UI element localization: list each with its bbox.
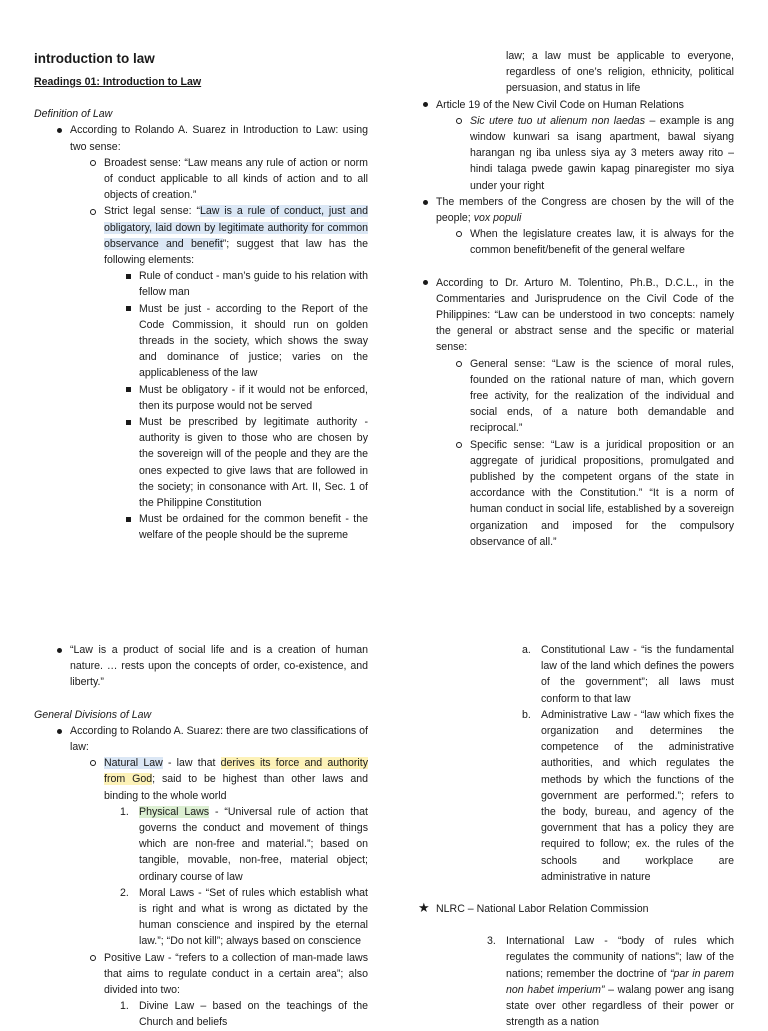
positive-law-text: Positive Law - “refers to a collection of man-made laws that aims to regulate conduct in a certain area”; also divided into two: [104, 951, 368, 997]
list-item [104, 950, 368, 999]
bullet [419, 97, 431, 113]
list-item [470, 356, 734, 437]
list-item [70, 122, 368, 154]
bullet [122, 382, 134, 398]
divine-law-text: Divine Law – based on the teachings of the Church and beliefs [139, 1000, 368, 1029]
element-text: Must be just - according to the Report of the Code Commission, it should run on golden threads in the society, which shows the sway and dominance of justice; varies on the applicableness of the law [139, 302, 368, 380]
element-text: Must be obligatory - if it would not be enforced, then its purpose would not be served [139, 383, 368, 412]
element-item [139, 268, 368, 300]
moral-laws-text: Moral Laws - “Set of rules which establish what is right and what is wrong as dictated by the human conscience and inspired by the eternal law.”; “Do not kill”; always based on conscience [139, 886, 368, 948]
article-19: Article 19 of the New Civil Code on Human Relations [436, 98, 684, 111]
highlight-authority-from-god: derives its force and authority from God [104, 757, 368, 786]
maxim-example: – example is ang window kunwari sa isang apartment, bawal siyang harangan ng iba unless siya ay 3 meters away rito – hindi talaga pwede gawin kapag pinaregister mo siya under your right [470, 114, 734, 192]
list-item [436, 275, 734, 356]
page2-right-column [402, 642, 734, 1030]
list-item [470, 113, 734, 194]
par-in-parem-doctrine: “par in parem non habet imperium” [506, 967, 735, 996]
list-item [436, 194, 734, 226]
list-item [104, 155, 368, 204]
bullet [122, 511, 134, 527]
numbered-item [120, 885, 368, 950]
administrative-law-text: Administrative Law - “law which fixes the organization and determines the competence of the administrative authorities, and which regulates the methods by which the functions of the government are performed.”; refers to the body, bureau, and agency of the government that has a policy they are required to follow; ex. the rules of the schools and workplace are administrative in nature [541, 708, 734, 883]
numbered-item [487, 933, 735, 1030]
readings-heading: Readings 01: Introduction to Law [34, 76, 202, 88]
list-item [470, 226, 734, 258]
bullet [419, 275, 431, 291]
item-number: 3. [487, 935, 496, 948]
highlight-physical-laws: Physical Laws [139, 805, 210, 818]
natural-law-rest: ; said to be highest than other laws and binding to the whole world [104, 773, 369, 802]
lettered-item [522, 707, 734, 885]
list-item [104, 203, 368, 268]
bullet [87, 950, 99, 966]
numbered-item [120, 804, 368, 885]
star-icon: ★ [418, 900, 430, 916]
item-letter: a. [522, 644, 531, 656]
list-item [436, 97, 734, 113]
specific-sense: Specific sense: “Law is a juridical proposition or an aggregate of juridical propositions, promulgated and published by the competent organs of the state in accordance with the Constitution.” “It is a norm of human conduct in social life, established by a sovereign organization and imposed for the compulsory observance of all.” [470, 438, 734, 548]
list-item [104, 755, 368, 804]
congress-text: The members of the Congress are chosen by the will of the people; [436, 195, 734, 225]
general-sense: General sense: “Law is the science of moral rules, founded on the rational nature of man, which govern free activity, for the realization of the individual and social ends, of a nature both demandable and reciprocal.” [470, 357, 734, 435]
item-number: 1. [120, 805, 129, 818]
common-benefit-continued: law; a law must be applicable to everyone, regardless of one’s religion, ethnicity, political persuasion, and status in life [506, 50, 734, 95]
tolentino-text: According to Dr. Arturo M. Tolentino, Ph.B., D.C.L., in the Commentaries and Jurisprudence on the Civil Code of the Philippines: “Law can be understood in two concepts: namely the general or abstract sense and the specific or material sense: [436, 276, 734, 354]
bullet [122, 301, 134, 317]
bullet [453, 437, 465, 453]
element-text: Must be prescribed by legitimate authority - authority is given to those who are chosen by the sovereign will of the people and they are the ones expected to give laws that are followed in the society; in consonance with Art. II, Sec. 1 of the Philippine Constitution [139, 416, 368, 510]
bullet [419, 194, 431, 210]
bullet [87, 755, 99, 771]
bullet [53, 723, 65, 739]
broadest-sense: Broadest sense: “Law means any rule of action or norm of conduct applicable to all kinds of action and to all objects of creation.” [104, 156, 368, 202]
page1-left-column [34, 50, 368, 544]
element-text: Must be ordained for the common benefit - the welfare of the people should be the supreme [139, 513, 368, 542]
international-law-rest: – walang power ang isang state over other regardless of their power or strength as a nation [506, 983, 734, 1029]
bullet [453, 226, 465, 242]
page2-left-column [34, 642, 368, 1031]
bullet [453, 356, 465, 372]
bullet [53, 642, 65, 658]
legislature-text: When the legislature creates law, it is always for the common benefit/benefit of the general welfare [470, 228, 734, 257]
page1-right-column [402, 48, 734, 550]
element-text: Rule of conduct - man’s guide to his relation with fellow man [139, 270, 368, 299]
bullet [87, 203, 99, 219]
list-item [470, 437, 734, 550]
nlrc-note [418, 900, 734, 917]
definition-heading: Definition of Law [34, 108, 113, 121]
item-number: 2. [120, 886, 129, 899]
suarez-intro: According to Rolando A. Suarez in Introduction to Law: using two sense: [70, 124, 368, 153]
divisions-heading: General Divisions of Law [34, 708, 152, 721]
element-item [139, 414, 368, 511]
physical-laws-text: - “Universal rule of action that governs the conduct and movement of things which are non-free and material.”; based on tangible, movable, non-free, material object; ordinary course of law [139, 805, 368, 883]
nlrc-text: NLRC – National Labor Relation Commission [436, 903, 649, 916]
bullet [87, 155, 99, 171]
element-item [139, 511, 368, 543]
item-letter: b. [522, 708, 531, 721]
numbered-item [120, 998, 368, 1030]
highlight-natural-law: Natural Law [104, 757, 163, 770]
bullet [53, 122, 65, 138]
strict-sense-suffix: ”; suggest that law has the following elements: [104, 237, 368, 267]
suarez-classifications: According to Rolando A. Suarez: there are two classifications of law: [70, 724, 368, 754]
strict-sense-label: Strict legal sense: “ [104, 205, 200, 218]
element-item [139, 301, 368, 382]
social-life-quote: “Law is a product of social life and is a creation of human nature. … rests upon the concepts of order, co-existence, and liberty.” [70, 644, 368, 689]
list-item [70, 642, 368, 691]
document-title: introduction to law [34, 51, 155, 66]
constitutional-law-text: Constitutional Law - “is the fundamental law of the land which defines the powers of the government”; all laws must conform to that law [541, 644, 734, 705]
item-number: 1. [120, 1000, 129, 1013]
lettered-item [522, 642, 734, 707]
vox-populi: vox populi [473, 212, 522, 225]
natural-law-dash: - law that [162, 757, 221, 770]
international-law-text: International Law - “body of rules which regulates the community of nations”; law of the nations; remember the doctrine of [506, 935, 734, 980]
latin-maxim: Sic utere tuo ut alienum non laedas [470, 114, 646, 127]
bullet [122, 268, 134, 284]
highlight-law-definition: Law is a rule of conduct, just and obligatory, laid down by legitimate authority for common observance and benefit [104, 205, 368, 250]
bullet [453, 113, 465, 129]
bullet [122, 414, 134, 430]
element-item [139, 382, 368, 414]
list-item [70, 723, 368, 755]
